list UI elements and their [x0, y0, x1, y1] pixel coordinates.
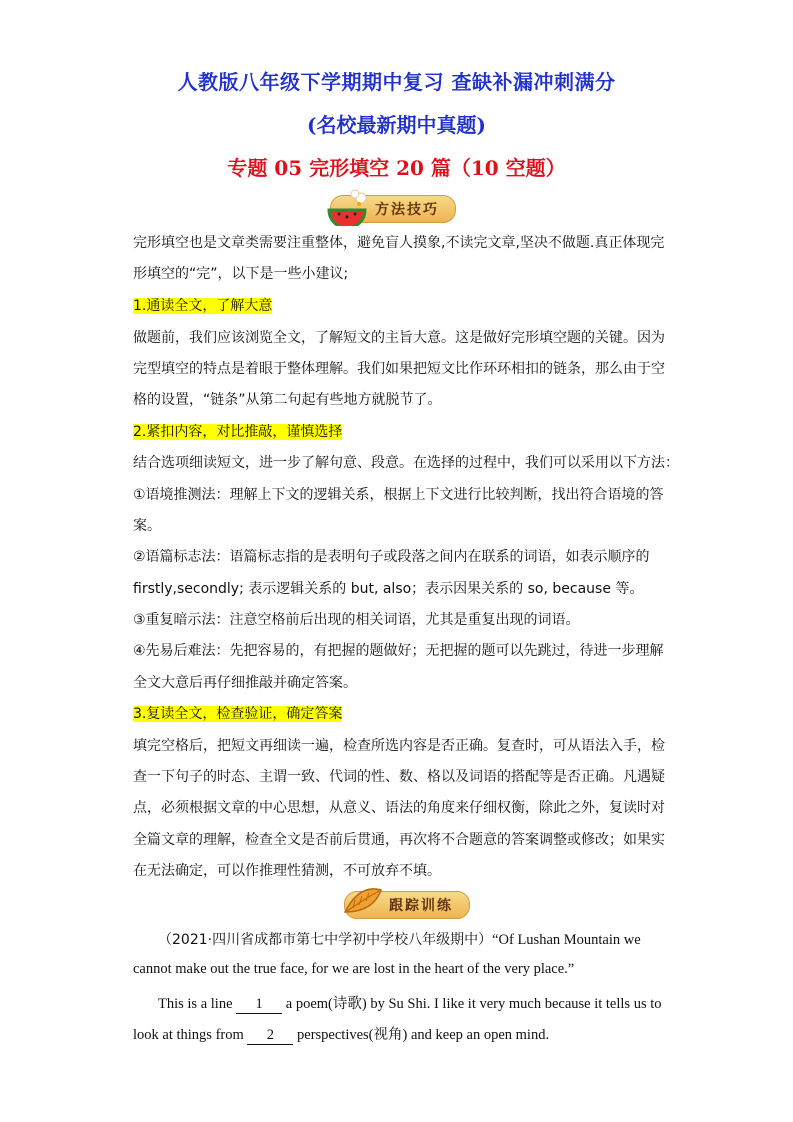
section-2-line-3: 案。 — [133, 518, 161, 534]
blank-2: 2 — [247, 1027, 293, 1045]
exercise-source: （2021·四川省成都市第七中学初中学校八年级期中） — [158, 932, 493, 948]
exercise-intro-line — [158, 929, 641, 949]
exercise-passage-line-1: This is a line 1 a poem(诗歌) by Su Shi. I like it very much because it tells us to — [158, 996, 662, 1012]
section-3-line-3: 点，必须根据文章的中心思想，从意义、语法的角度来仔细权衡，除此之外，复读时对 — [133, 800, 665, 816]
exercise-quote-end: cannot make out the true face, for we are lost in the heart of the very place.” — [133, 961, 575, 977]
section-1-line-3: 格的设置，“链条”从第二句起有些地方就脱节了。 — [133, 392, 442, 408]
document-title: 人教版八年级下学期期中复习 查缺补漏冲刺满分 — [177, 70, 616, 94]
section-3-line-4: 全篇文章的理解，检查全文是否前后贯通，再次将不合题意的答案调整或修改；如果实 — [133, 832, 665, 848]
section-2-line-8: 全文大意后再仔细推敲并确定答案。 — [133, 675, 357, 691]
watermelon-icon — [325, 186, 373, 226]
section-3-line-2: 查一下句子的时态、主谓一致、代词的性、数、格以及词语的搭配等是否正确。凡遇疑 — [133, 769, 665, 785]
topic-title: 专题 05 完形填空 20 篇（10 空题） — [227, 156, 566, 180]
section-2-line-1: 结合选项细读短文，进一步了解句意、段意。在选择的过程中，我们可以采用以下方法： — [133, 455, 679, 471]
section-2-line-7: ④先易后难法：先把容易的，有把握的题做好；无把握的题可以先跳过，待进一步理解 — [133, 643, 664, 659]
flower-icon — [351, 190, 366, 206]
section-2-line-4: ②语篇标志法：语篇标志指的是表明句子或段落之间内在联系的词语，如表示顺序的 — [133, 549, 650, 565]
section-2-line-2: ①语境推测法：理解上下文的逻辑关系，根据上下文进行比较判断，找出符合语境的答 — [133, 487, 664, 503]
section-3-line-5: 在无法确定，可以作推理性猜测，不可放弃不填。 — [133, 863, 441, 879]
blank-1: 1 — [236, 996, 282, 1014]
section-2-line-5: firstly,secondly; 表示逻辑关系的 but, also；表示因果关系的 so, because 等。 — [133, 581, 644, 597]
exercise-passage-line-2: look at things from 2 perspectives(视角) and keep an open mind. — [133, 1027, 550, 1043]
section-3-heading: 3.复读全文，检查验证，确定答案 — [133, 706, 343, 722]
intro-line-2: 形填空的“完”，以下是一些小建议; — [133, 266, 349, 282]
section-2-line-6: ③重复暗示法：注意空格前后出现的相关词语，尤其是重复出现的词语。 — [133, 612, 580, 628]
practice-badge-label: 跟踪训练 — [389, 898, 453, 914]
section-3-line-1: 填完空格后，把短文再细读一遍，检查所选内容是否正确。复查时，可从语法入手，检 — [133, 738, 665, 754]
document-subtitle: (名校最新期中真题) — [307, 113, 486, 137]
section-1-heading: 1.通读全文，了解大意 — [133, 298, 273, 314]
section-1-line-1: 做题前，我们应该浏览全文，了解短文的主旨大意。这是做好完形填空题的关键。因为 — [133, 330, 665, 346]
exercise-quote-start: “Of Lushan Mountain we — [492, 932, 641, 948]
section-1-line-2: 完型填空的特点是着眼于整体理解。我们如果把短文比作环环相扣的链条，那么由于空 — [133, 361, 665, 377]
leaf-icon — [339, 882, 387, 922]
method-badge-label: 方法技巧 — [375, 202, 439, 218]
intro-line-1: 完形填空也是文章类需要注重整体，避免盲人摸象,不读完文章,坚决不做题.真正体现完 — [133, 235, 665, 251]
section-2-heading: 2.紧扣内容，对比推敲，谨慎选择 — [133, 424, 343, 440]
method-badge — [330, 192, 456, 226]
practice-badge — [344, 888, 470, 922]
